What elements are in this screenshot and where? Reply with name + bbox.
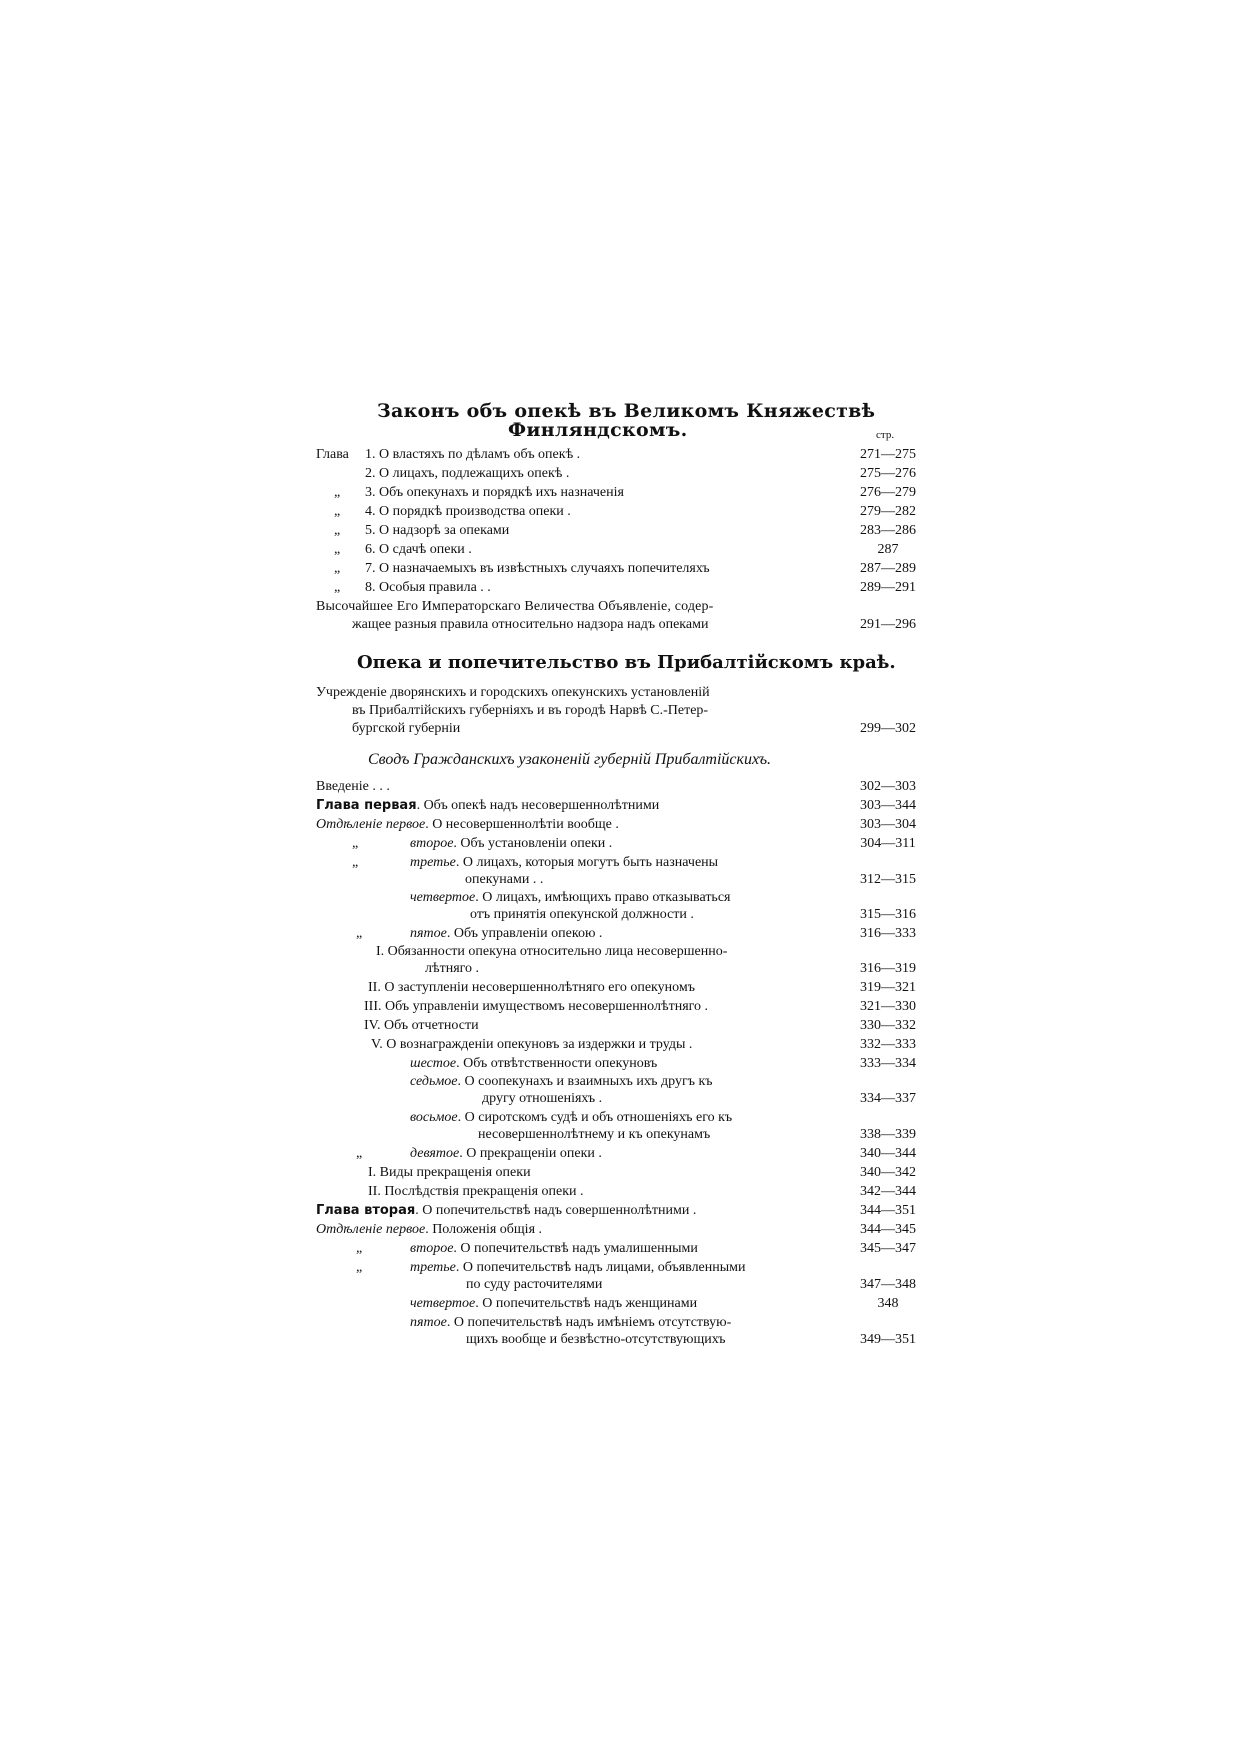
subsection-pages: 319—321 [860, 980, 916, 995]
division-text: . О попечительствѣ надъ умалишенными [453, 1241, 698, 1256]
entry-text: 6. О сдачѣ опеки . [365, 542, 472, 557]
division-text-cont: опекунами . . [465, 872, 544, 887]
division-text: . Положенія общія . [425, 1222, 543, 1237]
ditto-mark: „ [334, 561, 341, 576]
division-label: девятое [410, 1146, 460, 1161]
division-pages: 316—333 [860, 926, 916, 941]
institution-line1: Учрежденіе дворянскихъ и городскихъ опекунскихъ установленій [316, 685, 710, 700]
division-text: . О лицахъ, имѣющихъ право отказываться [475, 890, 731, 905]
entry-pages: 287—289 [860, 561, 916, 576]
division-pages: 334—337 [860, 1091, 916, 1106]
decree-line2: жащее разныя правила относительно надзора надъ опеками [352, 617, 709, 632]
intro-text: Введеніе . . . [316, 779, 390, 794]
entry-prefix: Глава [316, 447, 349, 462]
entry-pages: 271—275 [860, 447, 916, 462]
subsection-text: I. Обязанности опекуна относительно лица несовершенно- [376, 944, 728, 959]
division-label: пятое [410, 1315, 447, 1330]
division-text: . О лицахъ, которыя могутъ быть назначены [455, 855, 719, 870]
division-label: шестое [410, 1056, 457, 1071]
division-label: второе [410, 836, 454, 851]
division-text-cont: по суду расточителями [466, 1277, 603, 1292]
entry-text: 1. О властяхъ по дѣламъ объ опекѣ . [365, 447, 581, 462]
institution-pages: 299—302 [860, 721, 916, 736]
ditto-mark: „ [334, 504, 341, 519]
code-title: Сводъ Гражданскихъ узаконеній губерній Прибалтійскихъ. [368, 751, 772, 768]
division-label: седьмое [410, 1074, 458, 1089]
ditto-mark: „ [356, 926, 363, 941]
intro-pages: 302—303 [860, 779, 916, 794]
division-pages: 347—348 [860, 1277, 916, 1292]
entry-text: 5. О надзорѣ за опеками [365, 523, 510, 538]
chapter-pages: 344—351 [860, 1203, 916, 1218]
page-column-label: стр. [876, 429, 895, 441]
subsection-text: V. О вознагражденіи опекуновъ за издержки и труды . [371, 1037, 693, 1052]
ditto-mark: „ [352, 836, 359, 851]
division-label: третье [410, 855, 456, 870]
subsection-pages: 342—344 [860, 1184, 916, 1199]
subsection-text: II. О заступленіи несовершеннолѣтняго его опекуномъ [368, 980, 695, 995]
division-text: . О несовершеннолѣтіи вообще . [425, 817, 619, 832]
section1-title-line2: Финляндскомъ. [508, 419, 688, 441]
division-text: . О попечительствѣ надъ имѣніемъ отсутствую- [446, 1315, 732, 1330]
division-pages: 338—339 [860, 1127, 916, 1142]
chapter-text: . Объ опекѣ надъ несовершеннолѣтними [416, 798, 660, 813]
division-label: четвертое [410, 1296, 476, 1311]
division-text: . Объ установленіи опеки . [453, 836, 613, 851]
ditto-mark: „ [334, 523, 341, 538]
chapter-label: Глава вторая [316, 1203, 416, 1218]
division-text: . О попечительствѣ надъ женщинами [475, 1296, 698, 1311]
division-pages: 345—347 [860, 1241, 916, 1256]
entry-pages: 275—276 [860, 466, 916, 481]
entry-pages: 276—279 [860, 485, 916, 500]
institution-line2: въ Прибалтійскихъ губерніяхъ и въ городѣ Нарвѣ С.-Петер- [352, 703, 709, 718]
ditto-mark: „ [334, 580, 341, 595]
division-text: . Объ управленіи опекою . [446, 926, 603, 941]
subsection-text: I. Виды прекращенія опеки [368, 1165, 531, 1180]
entry-text: 8. Особыя правила . . [365, 580, 491, 595]
division-text-cont: несовершеннолѣтнему и къ опекунамъ [478, 1127, 711, 1142]
division-text: . О сиротскомъ судѣ и объ отношеніяхъ его къ [457, 1110, 733, 1125]
chapter-pages: 303—344 [860, 798, 916, 813]
entry-text: 4. О порядкѣ производства опеки . [365, 504, 571, 519]
division-text: . О прекращеніи опеки . [459, 1146, 602, 1161]
chapter-text: . О попечительствѣ надъ совершеннолѣтними . [415, 1203, 697, 1218]
subsection-text: II. Послѣдствія прекращенія опеки . [368, 1184, 584, 1199]
division-label: Отдѣленіе первое [316, 1222, 426, 1237]
section1-title-line1: Законъ объ опекѣ въ Великомъ Княжествѣ [377, 400, 876, 422]
division-pages: 340—344 [860, 1146, 916, 1161]
entry-text: 3. Объ опекунахъ и порядкѣ ихъ назначенія [365, 485, 624, 500]
decree-pages: 291—296 [860, 617, 916, 632]
division-label: второе [410, 1241, 454, 1256]
division-label: третье [410, 1260, 456, 1275]
division-label: пятое [410, 926, 447, 941]
division-text-cont: отъ принятія опекунской должности . [470, 907, 694, 922]
ditto-mark: „ [356, 1146, 363, 1161]
division-pages: 348 [877, 1296, 899, 1311]
subsection-text-cont: лѣтняго . [425, 961, 480, 976]
subsection-pages: 321—330 [860, 999, 916, 1014]
division-text: . О соопекунахъ и взаимныхъ ихъ другъ къ [457, 1074, 713, 1089]
division-label: восьмое [410, 1110, 458, 1125]
division-text: . Объ отвѣтственности опекуновъ [456, 1056, 658, 1071]
entry-pages: 289—291 [860, 580, 916, 595]
division-pages: 303—304 [860, 817, 916, 832]
division-text: . О попечительствѣ надъ лицами, объявленными [455, 1260, 746, 1275]
ditto-mark: „ [334, 485, 341, 500]
decree-line1: Высочайшее Его Императорскаго Величества Объявленіе, содер- [316, 599, 714, 614]
division-pages: 315—316 [860, 907, 916, 922]
entry-pages: 287 [877, 542, 899, 557]
entry-pages: 279—282 [860, 504, 916, 519]
ditto-mark: „ [334, 542, 341, 557]
subsection-pages: 340—342 [860, 1165, 916, 1180]
division-pages: 304—311 [860, 836, 916, 851]
division-pages: 349—351 [860, 1332, 916, 1347]
subsection-text: IV. Объ отчетности [364, 1018, 479, 1033]
subsection-pages: 332—333 [860, 1037, 916, 1052]
division-label: Отдѣленіе первое [316, 817, 426, 832]
division-text-cont: другу отношеніяхъ . [482, 1091, 603, 1106]
division-pages: 344—345 [860, 1222, 916, 1237]
subsection-pages: 330—332 [860, 1018, 916, 1033]
ditto-mark: „ [356, 1260, 363, 1275]
division-label: четвертое [410, 890, 476, 905]
division-pages: 312—315 [860, 872, 916, 887]
division-pages: 333—334 [860, 1056, 916, 1071]
division-text-cont: щихъ вообще и безвѣстно-отсутствующихъ [466, 1332, 726, 1347]
ditto-mark: „ [356, 1241, 363, 1256]
section2-title: Опека и попечительство въ Прибалтійскомъ краѣ. [357, 652, 896, 673]
ditto-mark: „ [352, 855, 359, 870]
subsection-text: III. Объ управленіи имуществомъ несовершеннолѣтняго . [364, 999, 709, 1014]
chapter-label: Глава первая [316, 798, 417, 813]
entry-text: 7. О назначаемыхъ въ извѣстныхъ случаяхъ попечителяхъ [365, 561, 710, 576]
institution-line3: бургской губерніи [352, 721, 461, 736]
entry-text: 2. О лицахъ, подлежащихъ опекѣ . [365, 466, 570, 481]
subsection-pages: 316—319 [860, 961, 916, 976]
entry-pages: 283—286 [860, 523, 916, 538]
